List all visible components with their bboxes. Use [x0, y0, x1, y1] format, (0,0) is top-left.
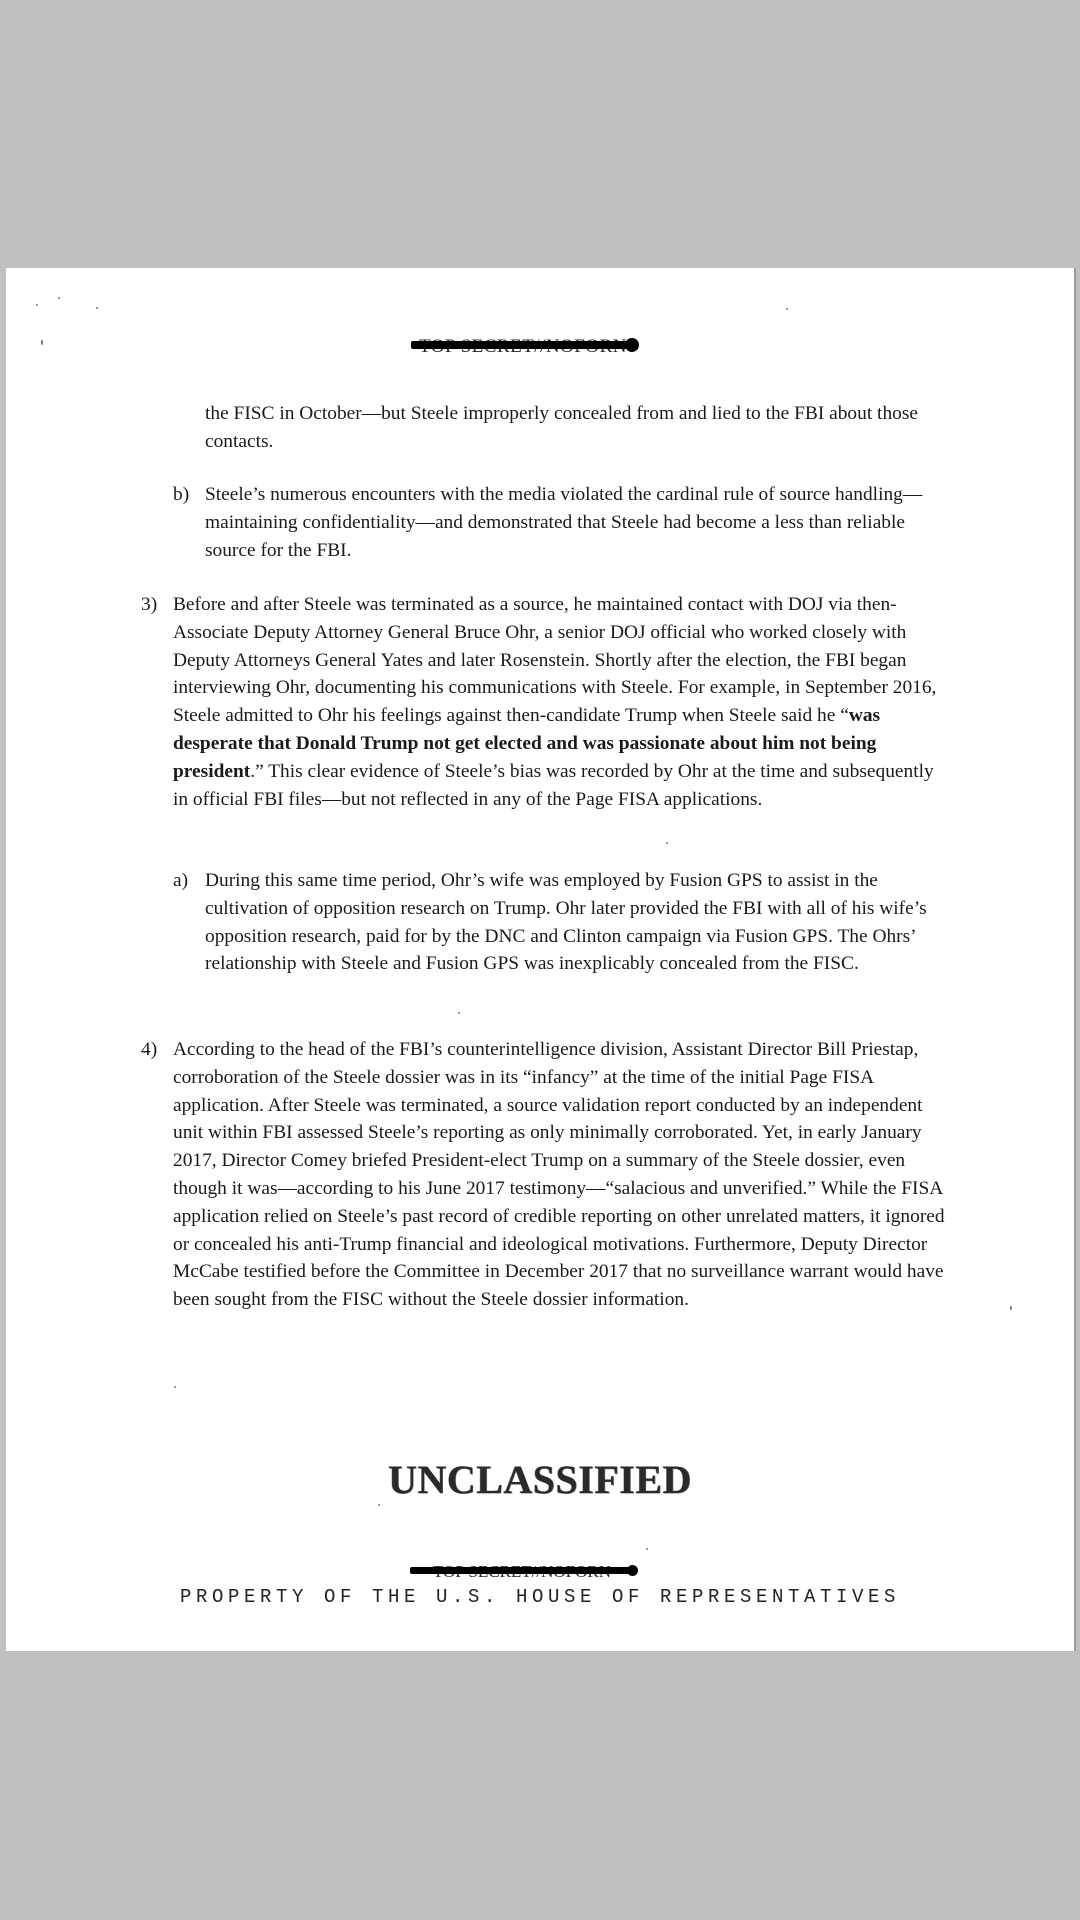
continuation-text: the FISC in October—but Steele improperly concealed from and lied to the FBI about those contacts.: [205, 403, 918, 452]
continuation-paragraph: [205, 400, 950, 456]
item-3-text: [173, 591, 948, 813]
item-2b-label: b): [173, 484, 190, 505]
redaction-blot: [625, 338, 639, 352]
item-3-bold-quote: was desperate that Donald Trump not get elected and was passionate about him not being president: [173, 705, 881, 782]
item-3-text-before: Before and after Steele was terminated as a source, he maintained contact with DOJ via then-Associate Deputy Attorney General Bruce Ohr, a senior DOJ official who worked closely with Deputy Attorneys General Yates and later Rosenstein. Shortly after the election, the FBI began interviewing Ohr, documenting his communications with Steele. For example, in September 2016, Steele admitted to Ohr his feelings against then-candidate Trump when Steele said he “: [173, 594, 937, 727]
scan-speck: [174, 1386, 176, 1388]
scan-speck: [458, 1012, 460, 1014]
scan-speck: [1010, 1306, 1012, 1310]
redaction-strike: [411, 341, 635, 349]
scan-speck: [36, 304, 38, 306]
item-3-text-after: .” This clear evidence of Steele’s bias was recorded by Ohr at the time and subsequently in official FBI files—but not reflected in any of the Page FISA applications.: [173, 760, 934, 810]
property-line: PROPERTY OF THE U.S. HOUSE OF REPRESENTATIVES: [179, 1586, 901, 1608]
unclassified-stamp: UNCLASSIFIED: [388, 1457, 692, 1502]
item-4-text: According to the head of the FBI’s counterintelligence division, Assistant Director Bill Priestap, corroboration of the Steele dossier was in its “infancy” at the time of the initial Page FISA application. After Steele was terminated, a source validation report conducted by an independent unit within FBI assessed Steele’s reporting as only minimally corroborated. Yet, in early January 2017, Director Comey briefed President-elect Trump on a summary of the Steele dossier, even though it was—according to his June 2017 testimony—“salacious and unverified.” While the FISA application relied on Steele’s past record of credible reporting on other unrelated matters, it ignored or concealed his anti-Trump financial and ideological motivations. Furthermore, Deputy Director McCabe testified before the Committee in December 2017 that no surveillance warrant would have been sought from the FISC without the Steele dossier information.: [173, 1039, 945, 1311]
item-3-paragraph: [173, 591, 948, 813]
item-3a-label: a): [173, 870, 189, 891]
document-page: [6, 268, 1076, 1651]
scan-speck: [666, 842, 668, 844]
scan-speck: [378, 1504, 380, 1506]
scan-speck: [58, 297, 60, 299]
item-3-label: 3): [141, 594, 158, 615]
scan-speck: [96, 307, 98, 309]
item-3a-text: During this same time period, Ohr’s wife was employed by Fusion GPS to assist in the cultivation of opposition research on Trump. Ohr later provided the FBI with all of his wife’s opposition research, paid for by the DNC and Clinton campaign via Fusion GPS. The Ohrs’ relationship with Steele and Fusion GPS was inexplicably concealed from the FISC.: [205, 870, 927, 975]
header-classification-marking: [411, 336, 635, 358]
footer-classification-marking: [410, 1562, 634, 1582]
scan-speck: [41, 340, 43, 345]
scan-speck: [646, 1548, 648, 1550]
item-2b-text: Steele’s numerous encounters with the media violated the cardinal rule of source handling—maintaining confidentiality—and demonstrated that Steele had become a less than reliable source for the FBI.: [205, 484, 923, 561]
item-3a-paragraph: [205, 867, 950, 978]
redaction-strike: [410, 1567, 634, 1574]
item-4-label: 4): [141, 1039, 158, 1060]
scan-speck: [786, 308, 788, 310]
item-4-paragraph: [173, 1036, 948, 1314]
item-2b-paragraph: [205, 481, 950, 564]
redaction-blot: [627, 1565, 638, 1576]
